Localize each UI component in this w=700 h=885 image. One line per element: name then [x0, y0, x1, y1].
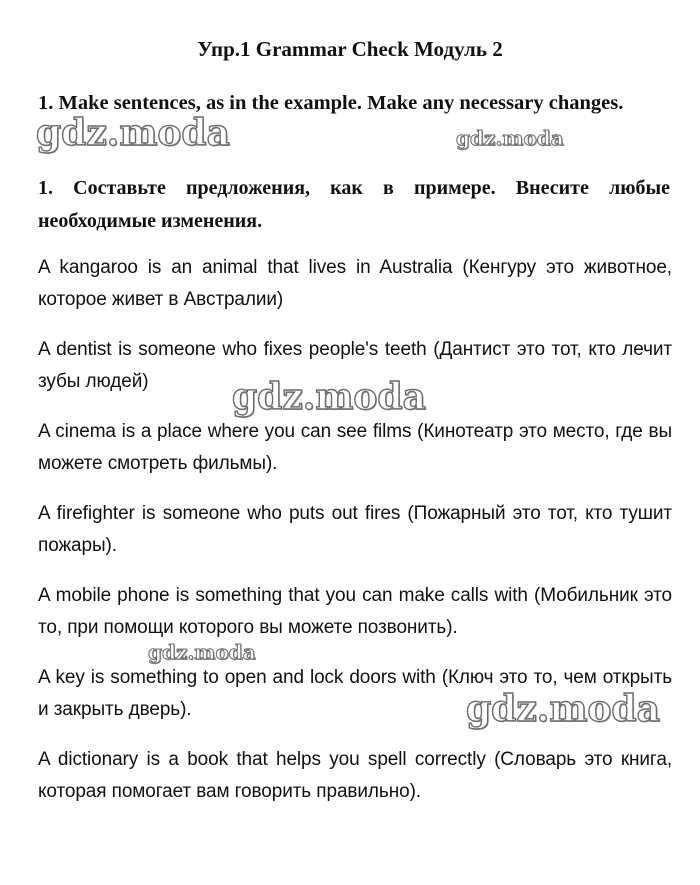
- watermark: gdz.moda: [456, 126, 564, 150]
- page-title: Упр.1 Grammar Check Модуль 2: [197, 37, 503, 61]
- answer-item: A mobile phone is something that you can make calls with (Мобильник это то, при помощи которого вы можете позвонить).: [38, 585, 672, 638]
- watermark: gdz.moda: [466, 688, 660, 730]
- task-instruction-en: 1. Make sentences, as in the example. Make any necessary changes.: [38, 92, 624, 114]
- answer-item: A kangaroo is an animal that lives in Australia (Кенгуру это животное, которое живет в Австралии): [38, 257, 672, 310]
- answer-item: A dentist is someone who fixes people's teeth (Дантист это тот, кто лечит зубы людей): [38, 339, 672, 392]
- watermark: gdz.moda: [36, 112, 230, 154]
- answer-item: A cinema is a place where you can see films (Кинотеатр это место, где вы можете смотреть фильмы).: [38, 421, 672, 474]
- watermark: gdz.moda: [232, 376, 426, 418]
- watermark: gdz.moda: [148, 640, 256, 664]
- task-instruction-ru: 1. Составьте предложения, как в примере. Внесите любые необходимые изменения.: [38, 177, 670, 232]
- answer-item: A key is something to open and lock doors with (Ключ это то, чем открыть и закрыть дверь).: [38, 667, 672, 720]
- answer-item: A firefighter is someone who puts out fires (Пожарный это тот, кто тушит пожары).: [38, 503, 672, 556]
- answer-list: [38, 252, 672, 826]
- answer-item: A dictionary is a book that helps you spell correctly (Словарь это книга, которая помогает вам говорить правильно).: [38, 749, 672, 802]
